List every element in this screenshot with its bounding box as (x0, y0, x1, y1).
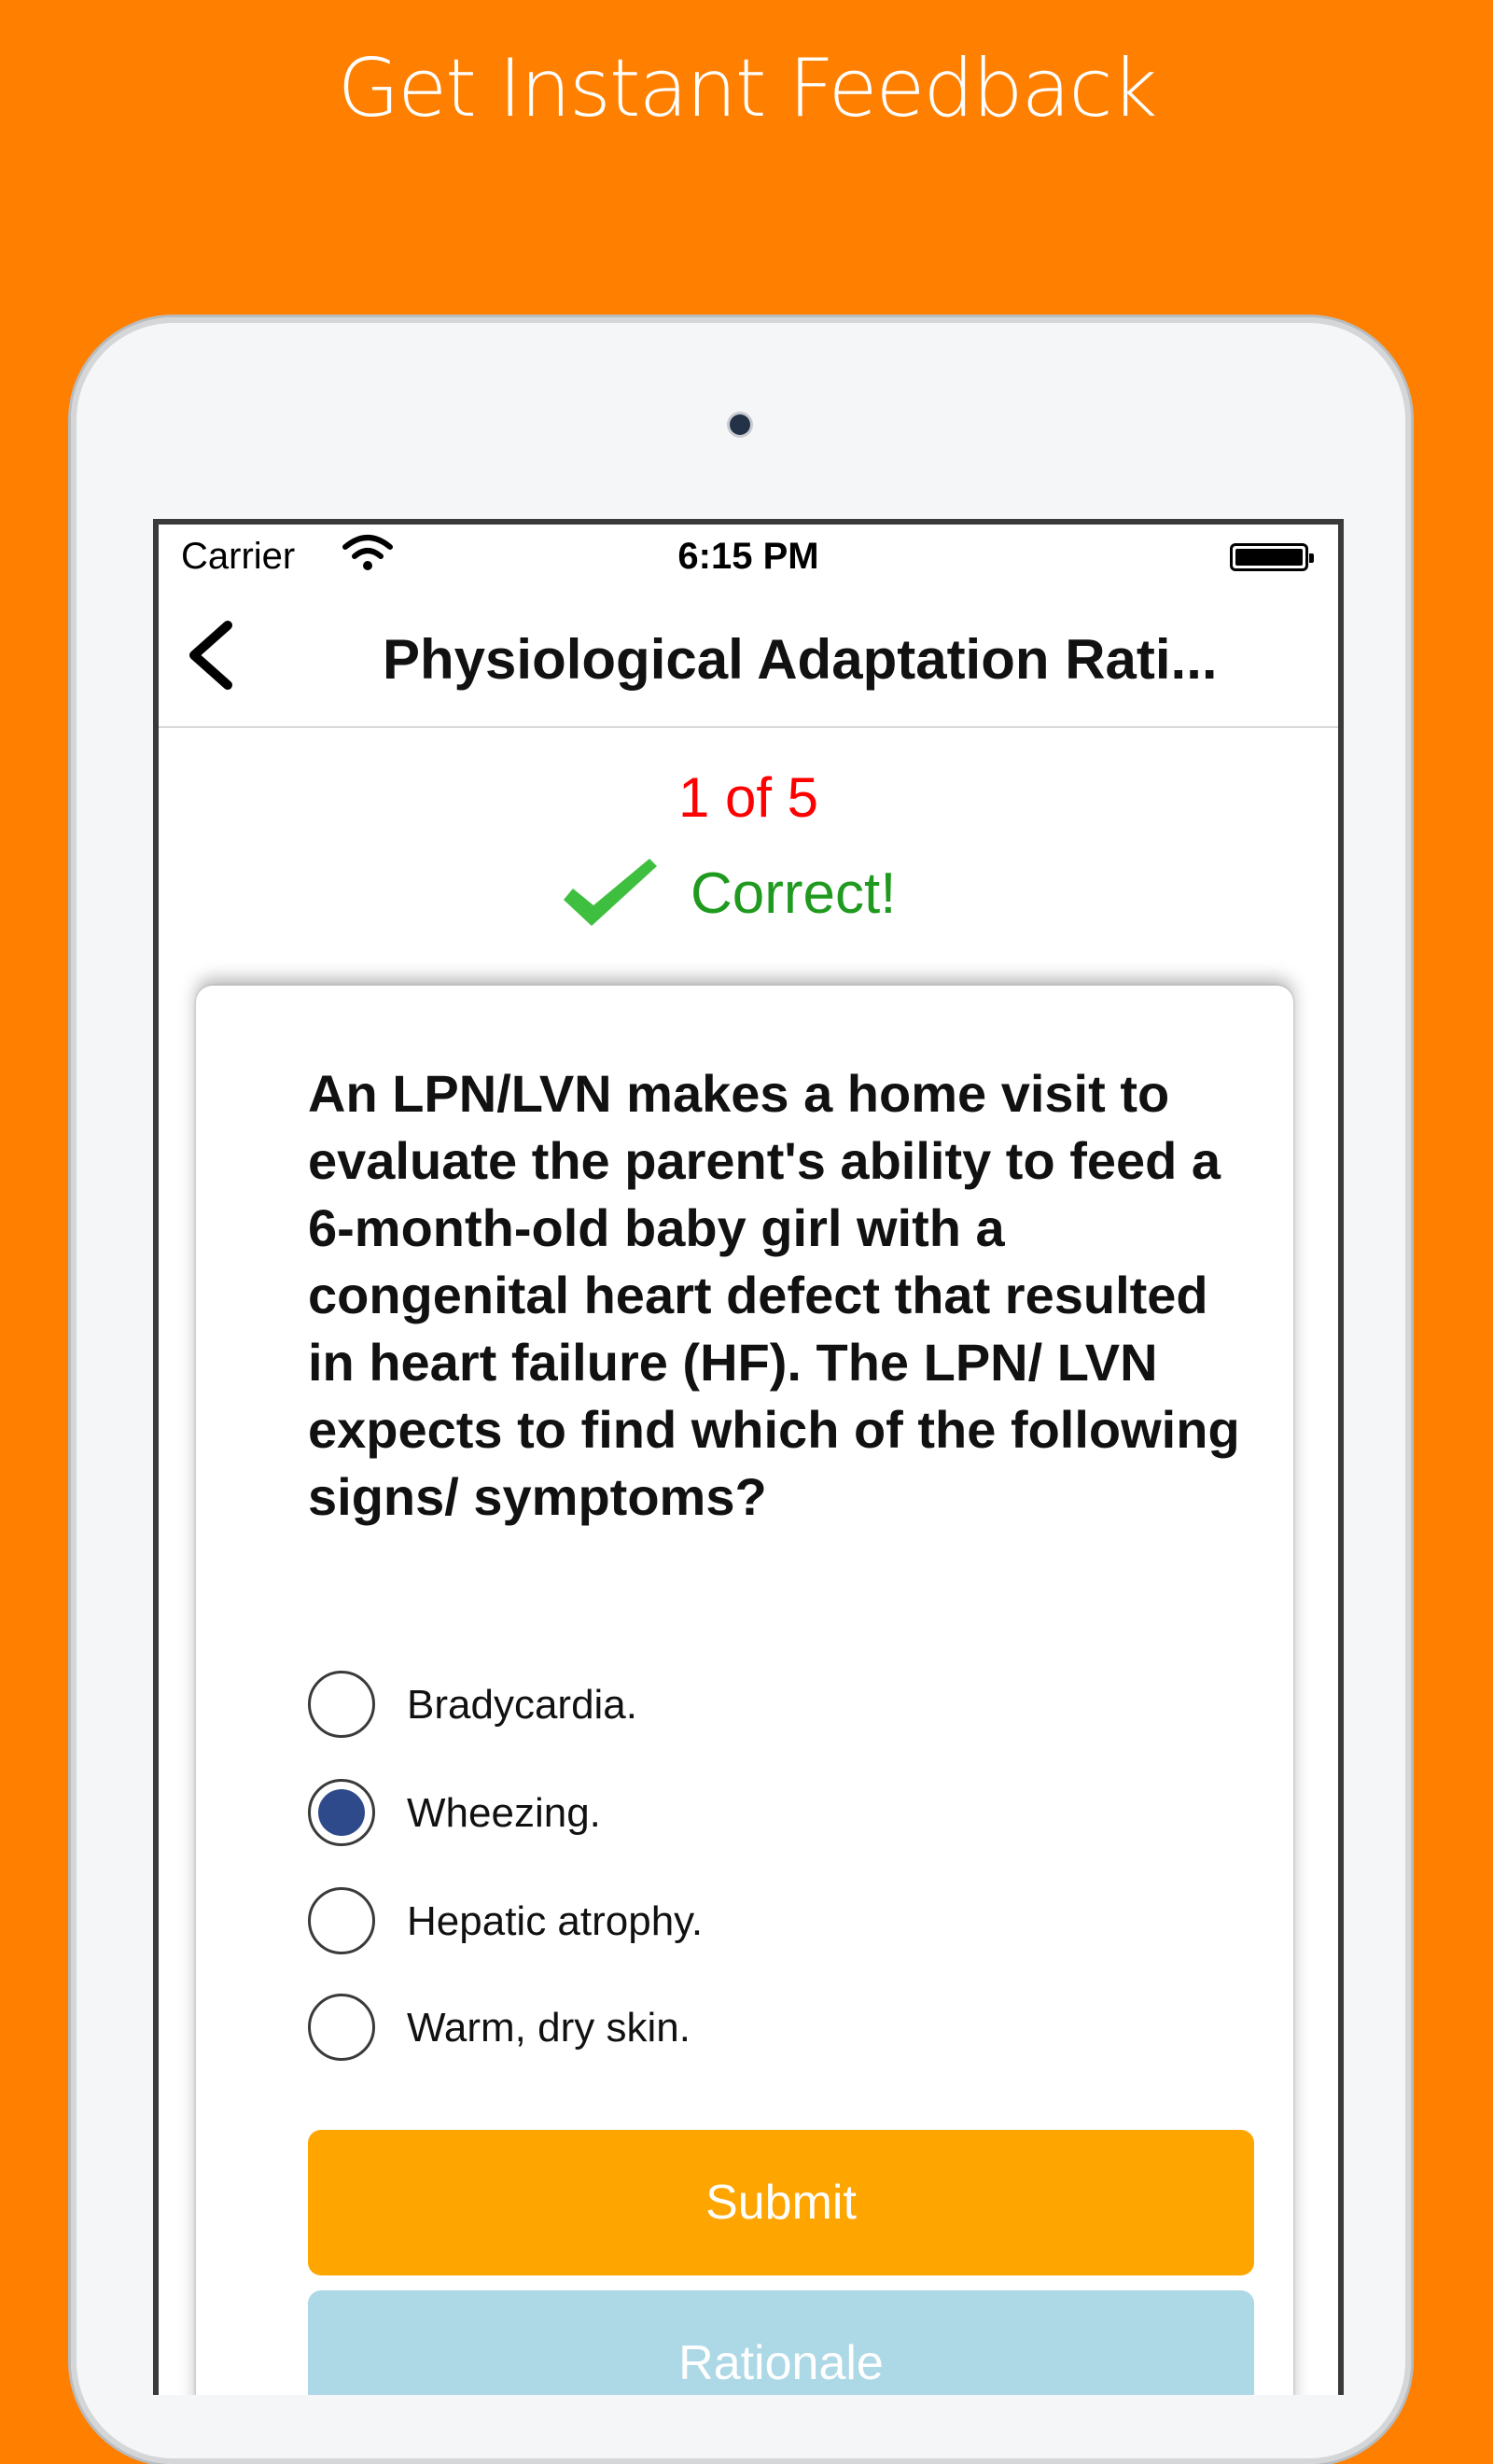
question-progress: 1 of 5 (677, 766, 819, 829)
submit-button[interactable]: Submit (308, 2130, 1254, 2275)
app-screen (153, 519, 1344, 2395)
answer-option[interactable] (308, 1667, 1148, 1742)
radio-button[interactable] (308, 1887, 375, 1954)
page-title: Physiological Adaptation Rati... (383, 628, 1218, 691)
option-label: Warm, dry skin. (407, 2005, 691, 2051)
navigation-bar (159, 590, 1338, 728)
answer-feedback (560, 851, 1026, 935)
answer-option[interactable] (308, 1883, 1148, 1958)
rationale-button[interactable]: Rationale (308, 2290, 1254, 2395)
answer-option[interactable] (308, 1990, 1148, 2065)
carrier-label: Carrier (181, 536, 296, 577)
answer-option[interactable] (308, 1775, 1148, 1850)
question-text: An LPN/LVN makes a home visit to evaluate the parent's ability to feed a 6-month-old baby girl with a congenital heart defect that resulted in heart failure (HF). The LPN/ LVN expects to find which of the following signs/ symptoms? (308, 1064, 1240, 1526)
headline: Get Instant Feedback (337, 42, 1156, 135)
radio-button[interactable] (308, 1994, 375, 2061)
radio-button[interactable] (308, 1671, 375, 1738)
battery-icon (1230, 543, 1308, 571)
option-label: Bradycardia. (407, 1682, 638, 1728)
option-label: Wheezing. (407, 1790, 601, 1836)
radio-button-selected[interactable] (308, 1779, 375, 1846)
status-time: 6:15 PM (677, 536, 819, 577)
question-card (196, 986, 1293, 2395)
feedback-text: Correct! (691, 861, 897, 926)
back-chevron-icon[interactable] (179, 616, 244, 694)
checkmark-icon (560, 851, 663, 935)
option-label: Hepatic atrophy. (407, 1898, 704, 1944)
camera-dot (730, 414, 750, 435)
status-bar (159, 525, 1338, 590)
